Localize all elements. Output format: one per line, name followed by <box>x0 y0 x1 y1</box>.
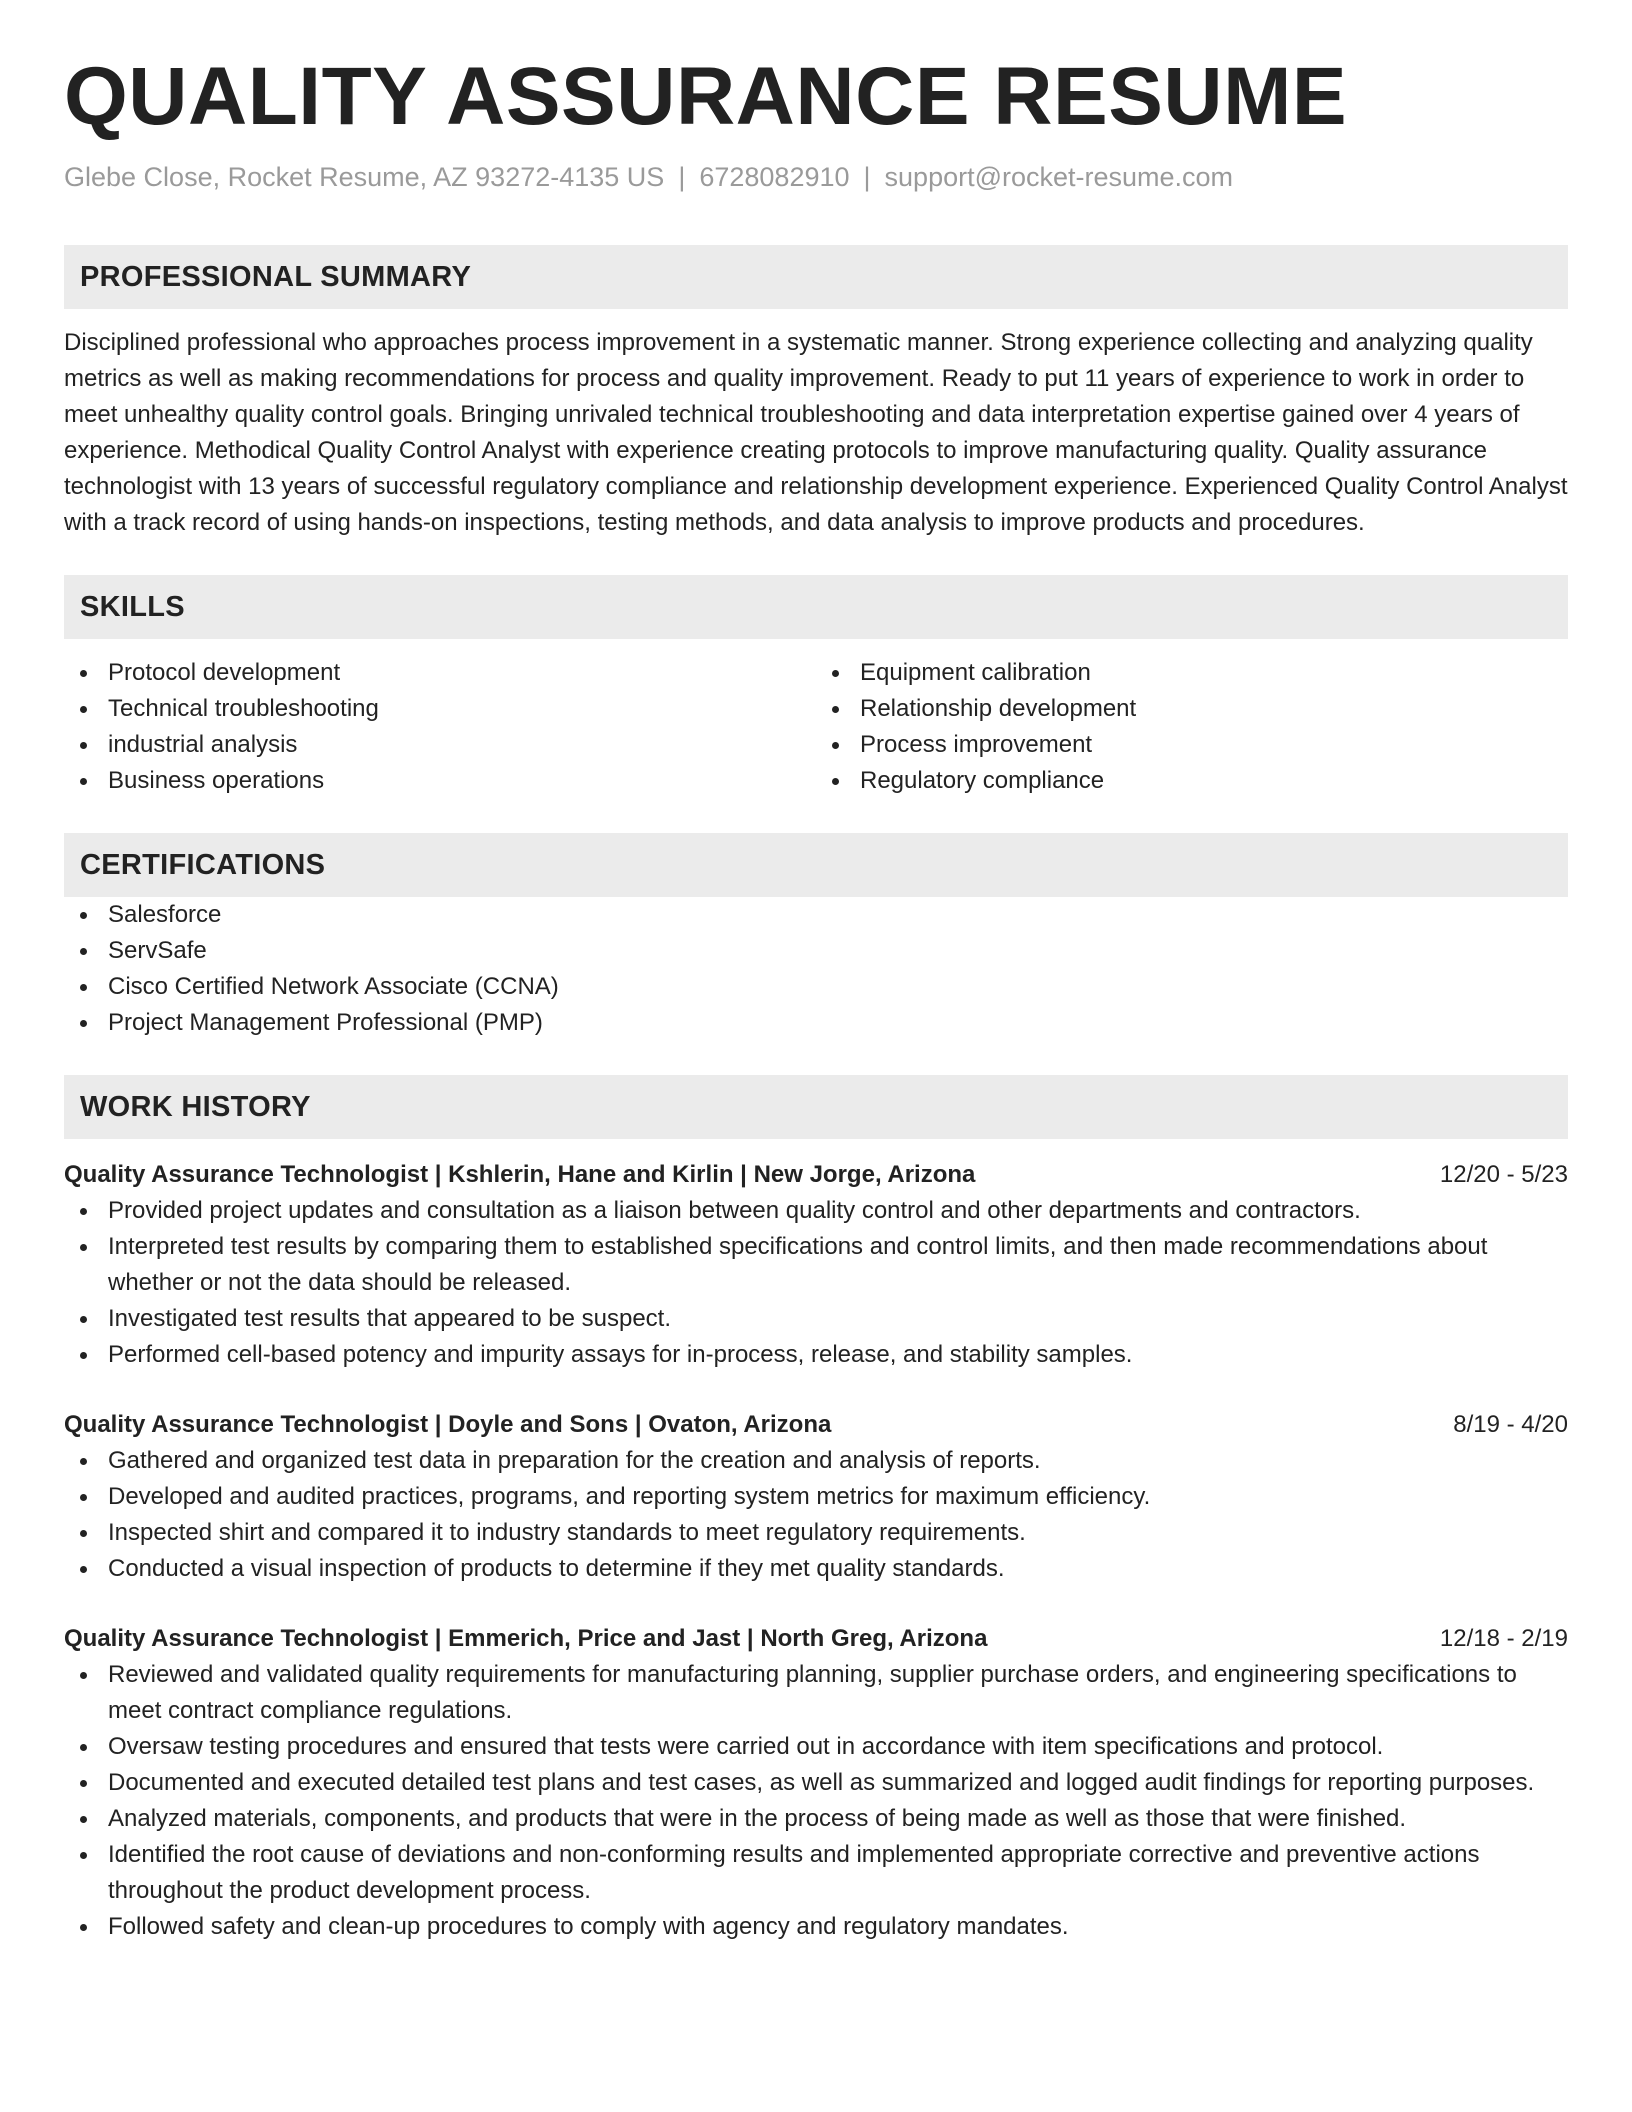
contact-phone: 6728082910 <box>699 162 850 193</box>
list-item: Conducted a visual inspection of products to determine if they met quality standards. <box>64 1551 1568 1587</box>
job-dates: 12/20 - 5/23 <box>1439 1161 1568 1189</box>
list-item: Equipment calibration <box>816 655 1568 691</box>
summary-text: Disciplined professional who approaches process improvement in a systematic manner. Strong experience collecting and analyzing quality metrics as well as making recommendations for process and quality improvement. Ready to put 11 years of experience to work in order to meet unhealthy quality control goals. Bringing unrivaled technical troubleshooting and data interpretation expertise gained over 4 years of experience. Methodical Quality Control Analyst with experience creating protocols to improve manufacturing quality. Quality assurance technologist with 13 years of successful regulatory compliance and relationship development experience. Experienced Quality Control Analyst with a track record of using hands-on inspections, testing methods, and data analysis to improve products and procedures. <box>64 329 1568 537</box>
job-entry <box>64 1621 1568 1945</box>
list-item: Regulatory compliance <box>816 763 1568 799</box>
section-header-skills: SKILLS <box>64 575 1568 639</box>
list-item: Cisco Certified Network Associate (CCNA) <box>64 969 1568 1005</box>
list-item: Oversaw testing procedures and ensured that tests were carried out in accordance with item specifications and protocol. <box>64 1729 1568 1765</box>
skills-column-right <box>816 655 1568 799</box>
list-item: Relationship development <box>816 691 1568 727</box>
contact-separator: | <box>678 162 686 193</box>
section-header-work-history: WORK HISTORY <box>64 1075 1568 1139</box>
list-item: Interpreted test results by comparing them to established specifications and control limits, and then made recommendations about whether or not the data should be released. <box>64 1229 1568 1301</box>
list-item: Project Management Professional (PMP) <box>64 1005 1568 1041</box>
list-item: Process improvement <box>816 727 1568 763</box>
list-item: Investigated test results that appeared to be suspect. <box>64 1301 1568 1337</box>
list-item: Business operations <box>64 763 816 799</box>
contact-address: Glebe Close, Rocket Resume, AZ 93272-4135 US <box>64 162 665 193</box>
list-item: Gathered and organized test data in preparation for the creation and analysis of reports. <box>64 1443 1568 1479</box>
job-heading <box>64 1621 1568 1657</box>
skills-list-left <box>64 655 816 799</box>
contact-line <box>64 160 1568 195</box>
job-dates: 12/18 - 2/19 <box>1439 1625 1568 1653</box>
list-item: Documented and executed detailed test plans and test cases, as well as summarized and logged audit findings for reporting purposes. <box>64 1765 1568 1801</box>
list-item: Salesforce <box>64 897 1568 933</box>
skills-grid <box>64 655 1568 799</box>
job-dates: 8/19 - 4/20 <box>1453 1411 1568 1439</box>
job-entry <box>64 1407 1568 1587</box>
list-item: Provided project updates and consultation as a liaison between quality control and other departments and contractors. <box>64 1193 1568 1229</box>
job-title: Quality Assurance Technologist | Kshlerin, Hane and Kirlin | New Jorge, Arizona <box>64 1161 976 1189</box>
list-item: Developed and audited practices, programs, and reporting system metrics for maximum efficiency. <box>64 1479 1568 1515</box>
list-item: Performed cell-based potency and impurity assays for in-process, release, and stability samples. <box>64 1337 1568 1373</box>
job-heading <box>64 1407 1568 1443</box>
resume-title: QUALITY ASSURANCE RESUME <box>64 51 1348 142</box>
job-bullets <box>64 1193 1568 1373</box>
contact-email: support@rocket-resume.com <box>884 162 1234 193</box>
job-title: Quality Assurance Technologist | Doyle and Sons | Ovaton, Arizona <box>64 1411 832 1439</box>
list-item: Reviewed and validated quality requirements for manufacturing planning, supplier purchase orders, and engineering specifications to meet contract compliance regulations. <box>64 1657 1568 1729</box>
contact-separator: | <box>863 162 871 193</box>
list-item: ServSafe <box>64 933 1568 969</box>
list-item: Inspected shirt and compared it to industry standards to meet regulatory requirements. <box>64 1515 1568 1551</box>
list-item: Analyzed materials, components, and products that were in the process of being made as well as those that were finished. <box>64 1801 1568 1837</box>
job-bullets <box>64 1443 1568 1587</box>
job-title: Quality Assurance Technologist | Emmerich, Price and Jast | North Greg, Arizona <box>64 1625 988 1653</box>
list-item: Followed safety and clean-up procedures to comply with agency and regulatory mandates. <box>64 1909 1568 1945</box>
list-item: Protocol development <box>64 655 816 691</box>
job-bullets <box>64 1657 1568 1945</box>
list-item: industrial analysis <box>64 727 816 763</box>
skills-column-left <box>64 655 816 799</box>
certifications-list <box>64 897 1568 1041</box>
list-item: Technical troubleshooting <box>64 691 816 727</box>
job-heading <box>64 1157 1568 1193</box>
section-header-certifications: CERTIFICATIONS <box>64 833 1568 897</box>
skills-list-right <box>816 655 1568 799</box>
list-item: Identified the root cause of deviations and non-conforming results and implemented appropriate corrective and preventive actions throughout the product development process. <box>64 1837 1568 1909</box>
section-header-summary: PROFESSIONAL SUMMARY <box>64 245 1568 309</box>
job-entry <box>64 1157 1568 1373</box>
